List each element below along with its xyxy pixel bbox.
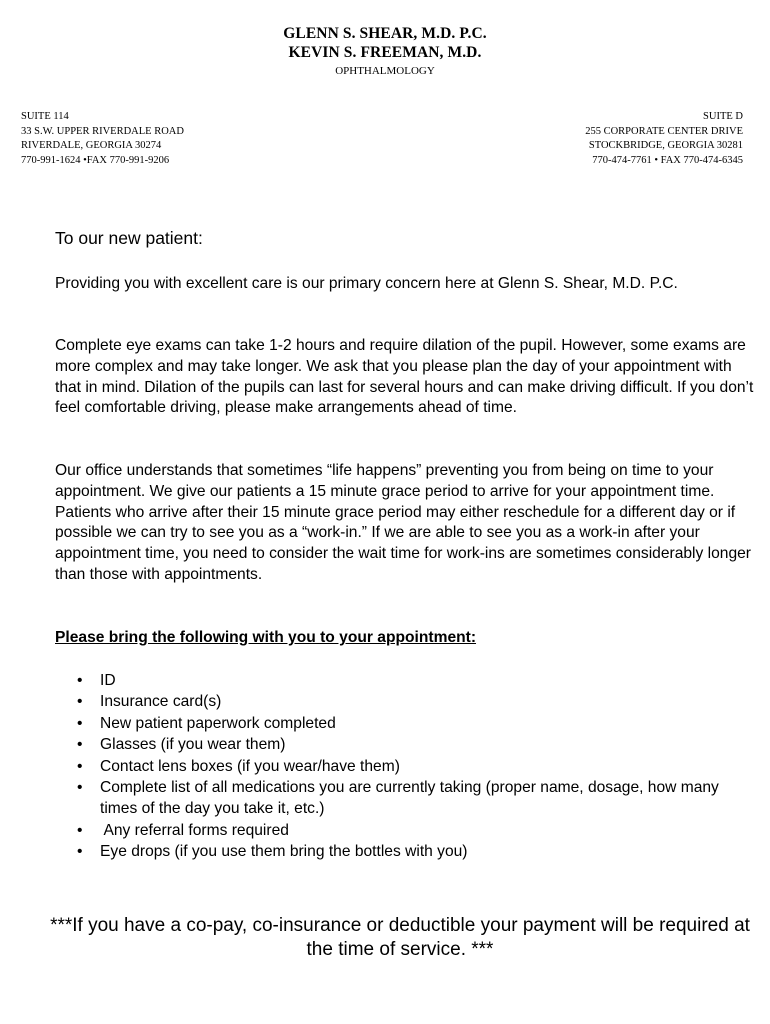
- letterhead-name-2: KEVIN S. FREEMAN, M.D.: [288, 44, 482, 61]
- payment-notice: ***If you have a co-pay, co-insurance or deductible your payment will be required at the time of service. ***: [50, 915, 750, 960]
- office-street: 33 S.W. UPPER RIVERDALE ROAD: [21, 125, 184, 137]
- paragraph-excellent-care: Providing you with excellent care is our primary concern here at Glenn S. Shear, M.D. P.C.: [55, 275, 678, 292]
- bullet-icon: •: [77, 714, 83, 732]
- list-item-text: Any referral forms required: [100, 821, 289, 839]
- office-suite: SUITE 114: [21, 111, 69, 122]
- letter-salutation: To our new patient:: [55, 228, 203, 248]
- bullet-icon: •: [77, 693, 83, 711]
- list-item: [55, 777, 735, 820]
- list-item: [55, 713, 735, 734]
- office-phone-fax: 770-991-1624 •FAX 770-991-9206: [21, 155, 170, 167]
- list-item-text: Eye drops (if you use them bring the bottles with you): [100, 843, 468, 861]
- paragraph-eye-exam-dilation: Complete eye exams can take 1-2 hours and require dilation of the pupil. However, some exams are more complex and may take longer. We ask that you please plan the day of your appointment with that in mind. Dilation of the pupils can last for several hours and can make driving difficult. If you don’t feel comfortable driving, please make arrangements ahead of time.: [55, 337, 754, 417]
- list-item-text: ID: [100, 672, 116, 689]
- office-address-stockbridge: [585, 110, 743, 169]
- paragraph-grace-period: Our office understands that sometimes “life happens” preventing you from being on time to your appointment. We give our patients a 15 minute grace period to arrive for your appointment time. Patients who arrive after their 15 minute grace period may either reschedule for a different day or if possible we can try to see you as a “work-in.” If we are able to see you as a work-in after your appointment time, you need to consider the wait time for work-ins are sometimes considerably longer than those with appointments.: [55, 462, 751, 583]
- list-item-text: New patient paperwork completed: [100, 714, 336, 732]
- list-item: [55, 691, 735, 712]
- office-address-riverdale: [21, 110, 184, 169]
- letterhead: [0, 24, 770, 78]
- bullet-icon: •: [77, 672, 83, 689]
- letterhead-name-1: GLENN S. SHEAR, M.D. P.C.: [283, 25, 487, 42]
- list-item: [55, 670, 735, 691]
- list-item: [55, 756, 735, 777]
- list-item: [55, 841, 735, 862]
- bullet-icon: •: [77, 757, 83, 775]
- office-suite: SUITE D: [703, 111, 743, 122]
- list-item-text: Contact lens boxes (if you wear/have them): [100, 757, 400, 775]
- list-item-text: Glasses (if you wear them): [100, 736, 286, 754]
- bring-items-heading: Please bring the following with you to your appointment:: [55, 629, 477, 646]
- office-city: RIVERDALE, GEORGIA 30274: [21, 140, 162, 152]
- list-item: [55, 734, 735, 755]
- list-item-text: Insurance card(s): [100, 693, 222, 711]
- bullet-icon: •: [77, 821, 83, 839]
- bullet-icon: •: [77, 843, 83, 861]
- bring-items-list: [55, 670, 735, 863]
- office-city: STOCKBRIDGE, GEORGIA 30281: [588, 140, 743, 152]
- list-item-text: Complete list of all medications you are currently taking (proper name, dosage, how many times of the day you take it, etc.): [100, 779, 719, 818]
- list-item: [55, 820, 735, 841]
- letterhead-specialty: OPHTHALMOLOGY: [335, 65, 435, 77]
- office-phone-fax: 770-474-7761 • FAX 770-474-6345: [592, 155, 743, 167]
- office-street: 255 CORPORATE CENTER DRIVE: [585, 125, 743, 137]
- bullet-icon: •: [77, 736, 83, 754]
- bullet-icon: •: [77, 779, 83, 797]
